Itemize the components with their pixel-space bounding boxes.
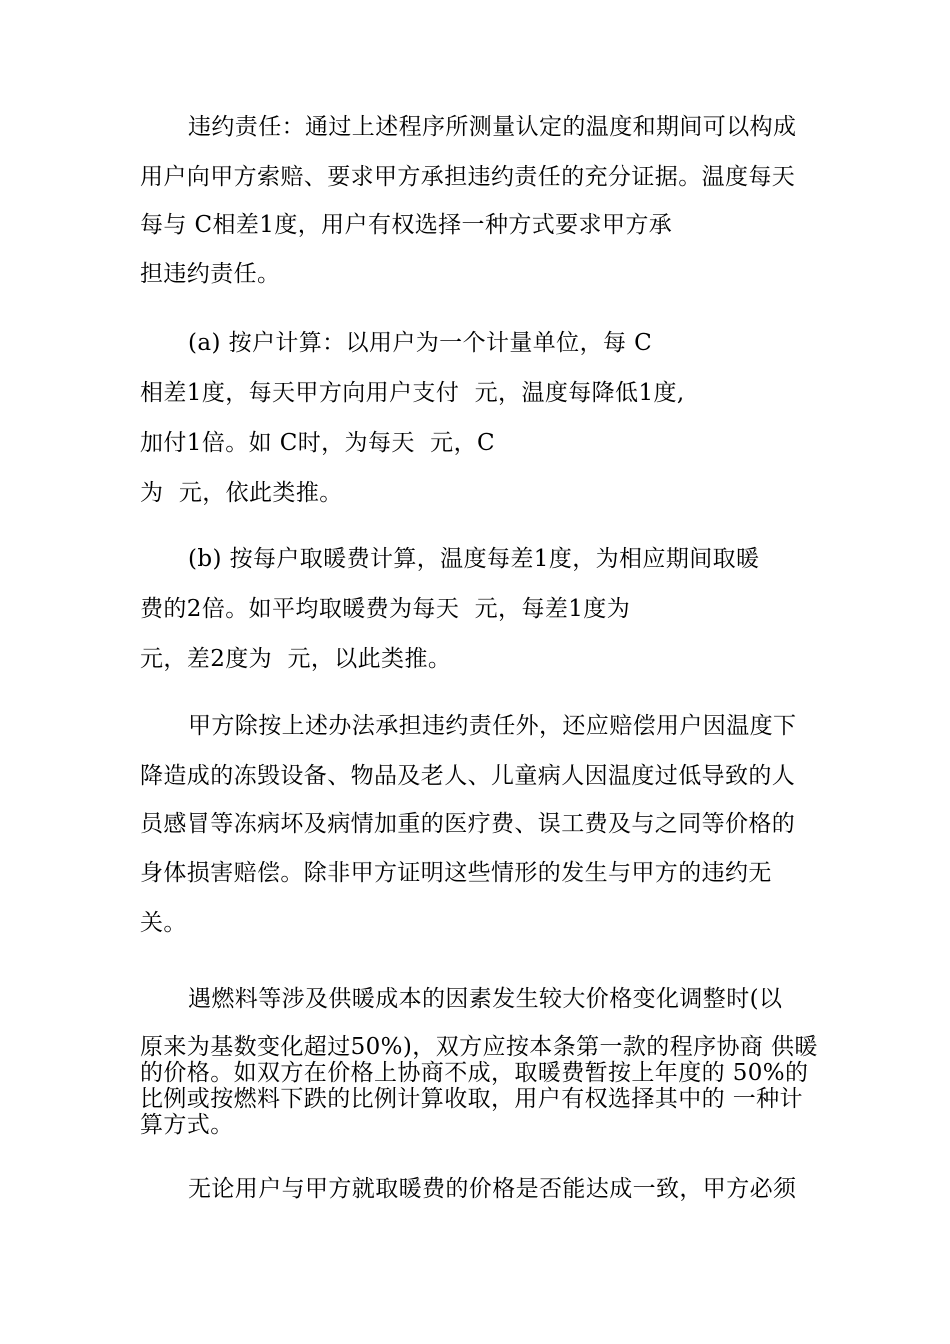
paragraph-5-line-4: 比例或按燃料下跌的比例计算收取，用户有权选择其中的 一种计 [140,1086,803,1112]
paragraph-3-line-1: (b) 按每户取暖费计算，温度每差1度，为相应期间取暖 [188,546,760,572]
paragraph-4-line-2: 降造成的冻毁设备、物品及老人、儿童病人因温度过低导致的人 [140,763,796,789]
paragraph-1-line-4: 担违约责任。 [140,261,281,287]
paragraph-4-line-4: 身体损害赔偿。除非甲方证明这些情形的发生与甲方的违约无 [140,860,772,886]
paragraph-5-line-5: 算方式。 [140,1112,234,1138]
paragraph-2-line-1: (a) 按户计算：以用户为一个计量单位，每 C [188,330,653,356]
paragraph-1-line-3: 每与 C相差1度，用户有权选择一种方式要求甲方承 [140,212,673,238]
paragraph-3-line-3: 元，差2度为 元，以此类推。 [140,646,452,672]
paragraph-2-line-4: 为 元，依此类推。 [140,480,343,506]
paragraph-5-line-3: 的价格。如双方在价格上协商不成，取暖费暂按上年度的 50%的 [140,1060,809,1086]
paragraph-1-line-1: 违约责任：通过上述程序所测量认定的温度和期间可以构成 [188,114,797,140]
paragraph-2-line-3: 加付1倍。如 C时，为每天 元，C [140,430,495,456]
paragraph-4-line-5: 关。 [140,910,187,936]
paragraph-4-line-3: 员感冒等冻病坏及病情加重的医疗费、误工费及与之同等价格的 [140,811,796,837]
paragraph-4-line-1: 甲方除按上述办法承担违约责任外，还应赔偿用户因温度下 [188,713,797,739]
paragraph-6-line-1: 无论用户与甲方就取暖费的价格是否能达成一致，甲方必须 [188,1176,797,1202]
paragraph-1-line-2: 用户向甲方索赔、要求甲方承担违约责任的充分证据。温度每天 [140,164,796,190]
paragraph-3-line-2: 费的2倍。如平均取暖费为每天 元，每差1度为 [140,596,631,622]
paragraph-2-line-2: 相差1度，每天甲方向用户支付 元，温度每降低1度, [140,380,685,406]
paragraph-5-line-2: 原来为基数变化超过50%)，双方应按本条第一款的程序协商 供暖 [140,1034,818,1060]
paragraph-5-line-1: 遇燃料等涉及供暖成本的因素发生较大价格变化调整时(以 [188,986,783,1012]
